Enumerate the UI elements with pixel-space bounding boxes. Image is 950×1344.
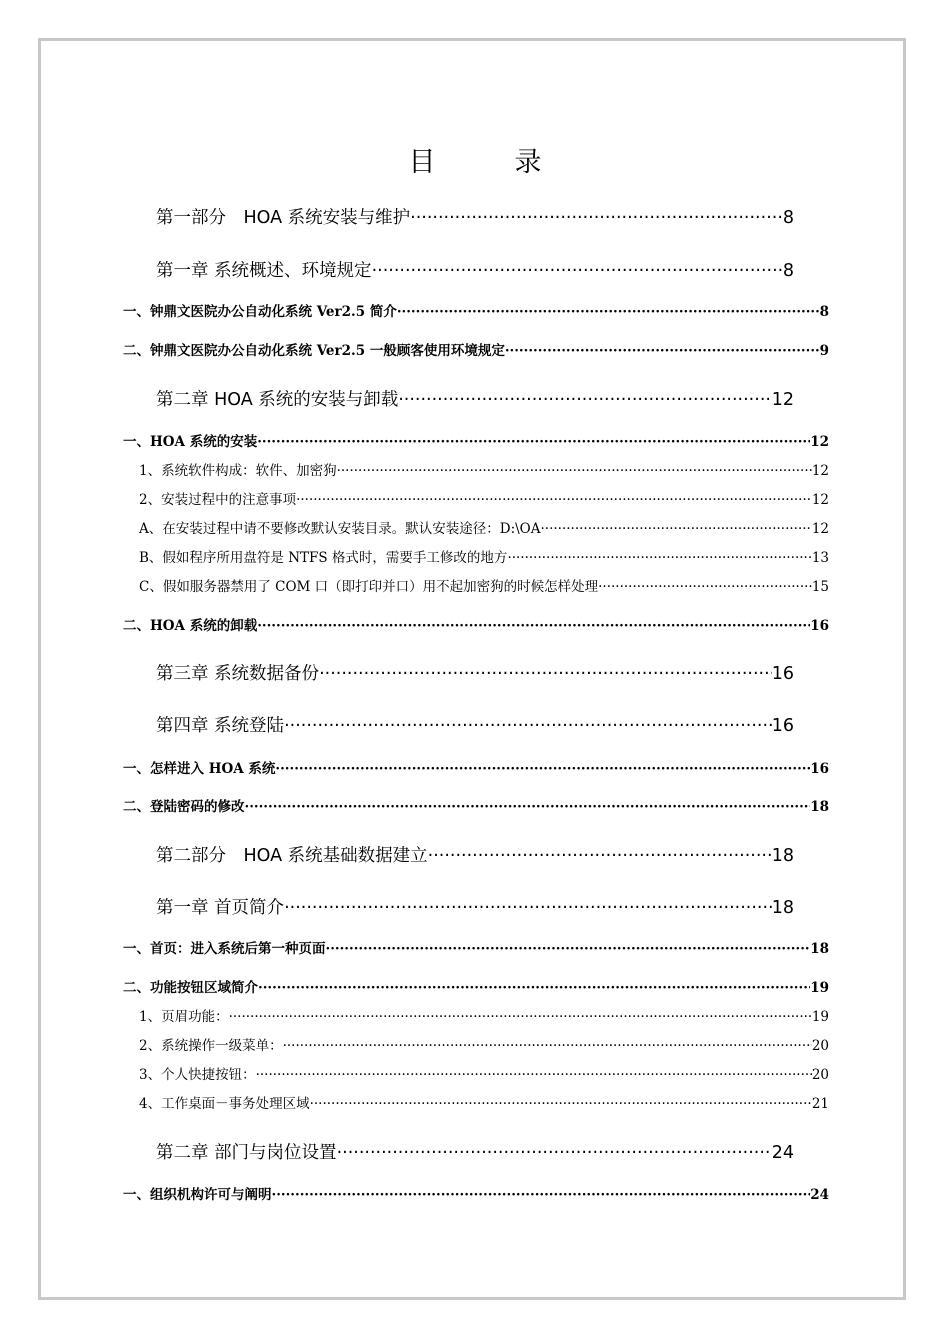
dot-leader <box>507 550 811 566</box>
toc-entry-label: 一、首页：进入系统后第一种页面 <box>123 941 326 957</box>
toc-entry-label: 一、钟鼎文医院办公自动化系统 Ver2.5 简介 <box>123 304 397 320</box>
toc-entry-label: 第一章 首页简介 <box>156 898 285 918</box>
toc-entry-page-number: 16 <box>771 664 794 684</box>
toc-entry-label: B、假如程序所用盘符是 NTFS 格式时，需要手工修改的地方 <box>139 550 508 566</box>
toc-entry-page-number: 8 <box>782 208 794 228</box>
toc-entry-chapter[interactable] <box>156 386 794 412</box>
toc-entry-page-number: 18 <box>810 799 829 815</box>
toc-entry-page-number: 15 <box>811 579 829 595</box>
toc-entry-label: 1、页眉功能： <box>139 1009 229 1025</box>
dot-leader <box>229 1009 812 1025</box>
toc-entry-item[interactable] <box>139 517 829 537</box>
toc-entry-label: 二、HOA 系统的卸载 <box>123 618 258 634</box>
dot-leader <box>256 1067 812 1083</box>
dot-leader <box>337 1143 772 1163</box>
toc-entry-page-number: 20 <box>811 1067 829 1083</box>
toc-entry-section[interactable] <box>123 937 829 957</box>
toc-entry-label: A、在安装过程中请不要修改默认安装目录。默认安装途径：D:\OA <box>139 521 541 537</box>
toc-entry-item[interactable] <box>139 488 829 508</box>
toc-entry-label: 2、安装过程中的注意事项 <box>139 492 297 508</box>
dot-leader <box>257 434 810 450</box>
toc-entry-chapter[interactable] <box>156 204 794 230</box>
toc-entry-page-number: 18 <box>810 941 829 957</box>
toc-entry-label: 2、系统操作一级菜单： <box>139 1038 283 1054</box>
dot-leader <box>272 1187 811 1203</box>
toc-entry-page-number: 12 <box>811 463 829 479</box>
toc-entry-label: 3、个人快捷按钮： <box>139 1067 256 1083</box>
toc-entry-chapter[interactable] <box>156 894 794 920</box>
toc-entry-item[interactable] <box>139 1063 829 1083</box>
toc-entry-page-number: 18 <box>771 898 794 918</box>
dot-leader <box>296 492 812 508</box>
toc-entry-label: 一、组织机构许可与阐明 <box>123 1187 272 1203</box>
dot-leader <box>541 521 812 537</box>
toc-entry-chapter[interactable] <box>156 712 794 738</box>
toc-entry-page-number: 16 <box>810 618 829 634</box>
dot-leader <box>258 980 810 996</box>
toc-entry-page-number: 13 <box>811 550 829 566</box>
toc-entry-item[interactable] <box>139 1092 829 1112</box>
toc-entry-label: 二、钟鼎文医院办公自动化系统 Ver2.5 一般顾客使用环境规定 <box>123 343 505 359</box>
toc-entry-page-number: 24 <box>810 1187 829 1203</box>
toc-entry-section[interactable] <box>123 1183 829 1203</box>
toc-entry-label: 一、HOA 系统的安装 <box>123 434 258 450</box>
dot-leader <box>310 1096 812 1112</box>
toc-entry-label: 第一章 系统概述、环境规定 <box>156 261 372 281</box>
toc-entry-item[interactable] <box>139 1005 829 1025</box>
toc-entry-label: 一、怎样进入 HOA 系统 <box>123 761 276 777</box>
toc-entry-label: 第二章 部门与岗位设置 <box>156 1143 337 1163</box>
dot-leader <box>257 618 810 634</box>
toc-entry-page-number: 18 <box>771 846 794 866</box>
dot-leader <box>284 898 772 918</box>
toc-entry-page-number: 16 <box>771 716 794 736</box>
toc-entry-label: 二、登陆密码的修改 <box>123 799 245 815</box>
dot-leader <box>598 579 812 595</box>
toc-entry-page-number: 20 <box>811 1038 829 1054</box>
toc-entry-section[interactable] <box>123 614 829 634</box>
toc-entry-item[interactable] <box>139 546 829 566</box>
toc-entry-page-number: 12 <box>811 492 829 508</box>
toc-entry-chapter[interactable] <box>156 257 794 283</box>
toc-entry-item[interactable] <box>139 1034 829 1054</box>
toc-entry-page-number: 16 <box>810 761 829 777</box>
dot-leader <box>397 304 820 320</box>
toc-entry-label: C、假如服务器禁用了 COM 口（即打印并口）用不起加密狗的时候怎样处理 <box>139 579 599 595</box>
dot-leader <box>337 463 812 479</box>
dot-leader <box>372 261 783 281</box>
toc-entry-section[interactable] <box>123 339 829 359</box>
toc-entry-page-number: 19 <box>811 1009 829 1025</box>
toc-entry-section[interactable] <box>123 757 829 777</box>
toc-entry-section[interactable] <box>123 976 829 996</box>
dot-leader <box>505 343 820 359</box>
toc-entry-section[interactable] <box>123 795 829 815</box>
dot-leader <box>283 1038 812 1054</box>
toc-entry-page-number: 9 <box>819 343 829 359</box>
toc-entry-page-number: 8 <box>782 261 794 281</box>
toc-entry-section[interactable] <box>123 300 829 320</box>
toc-entry-page-number: 12 <box>811 521 829 537</box>
toc-entry-page-number: 24 <box>771 1143 794 1163</box>
toc-entry-page-number: 21 <box>811 1096 829 1112</box>
toc-entry-label: 1、系统软件构成：软件、加密狗 <box>139 463 337 479</box>
toc-entry-label: 第二章 HOA 系统的安装与卸载 <box>156 390 399 410</box>
toc-entry-label: 第四章 系统登陆 <box>156 716 285 736</box>
toc-entry-page-number: 12 <box>771 390 794 410</box>
dot-leader <box>245 799 811 815</box>
toc-entry-label: 二、功能按钮区域简介 <box>123 980 258 996</box>
toc-entry-page-number: 12 <box>810 434 829 450</box>
toc-entry-chapter[interactable] <box>156 842 794 868</box>
toc-entry-label: 第三章 系统数据备份 <box>156 664 320 684</box>
toc-entry-label: 4、工作桌面－事务处理区域 <box>139 1096 310 1112</box>
toc-entry-label: 第二部分 HOA 系统基础数据建立 <box>156 846 428 866</box>
dot-leader <box>410 208 783 228</box>
dot-leader <box>275 761 810 777</box>
toc-entry-chapter[interactable] <box>156 1139 794 1165</box>
toc-entry-item[interactable] <box>139 575 829 595</box>
toc-entry-page-number: 8 <box>819 304 829 320</box>
toc-entry-page-number: 19 <box>810 980 829 996</box>
toc-entry-chapter[interactable] <box>156 660 794 686</box>
toc-title: 目 录 <box>408 147 568 178</box>
toc-entry-label: 第一部分 HOA 系统安装与维护 <box>156 208 411 228</box>
dot-leader <box>284 716 772 736</box>
toc-entry-section[interactable] <box>123 430 829 450</box>
dot-leader <box>398 390 771 410</box>
dot-leader <box>428 846 772 866</box>
dot-leader <box>326 941 811 957</box>
toc-entry-item[interactable] <box>139 459 829 479</box>
dot-leader <box>319 664 772 684</box>
